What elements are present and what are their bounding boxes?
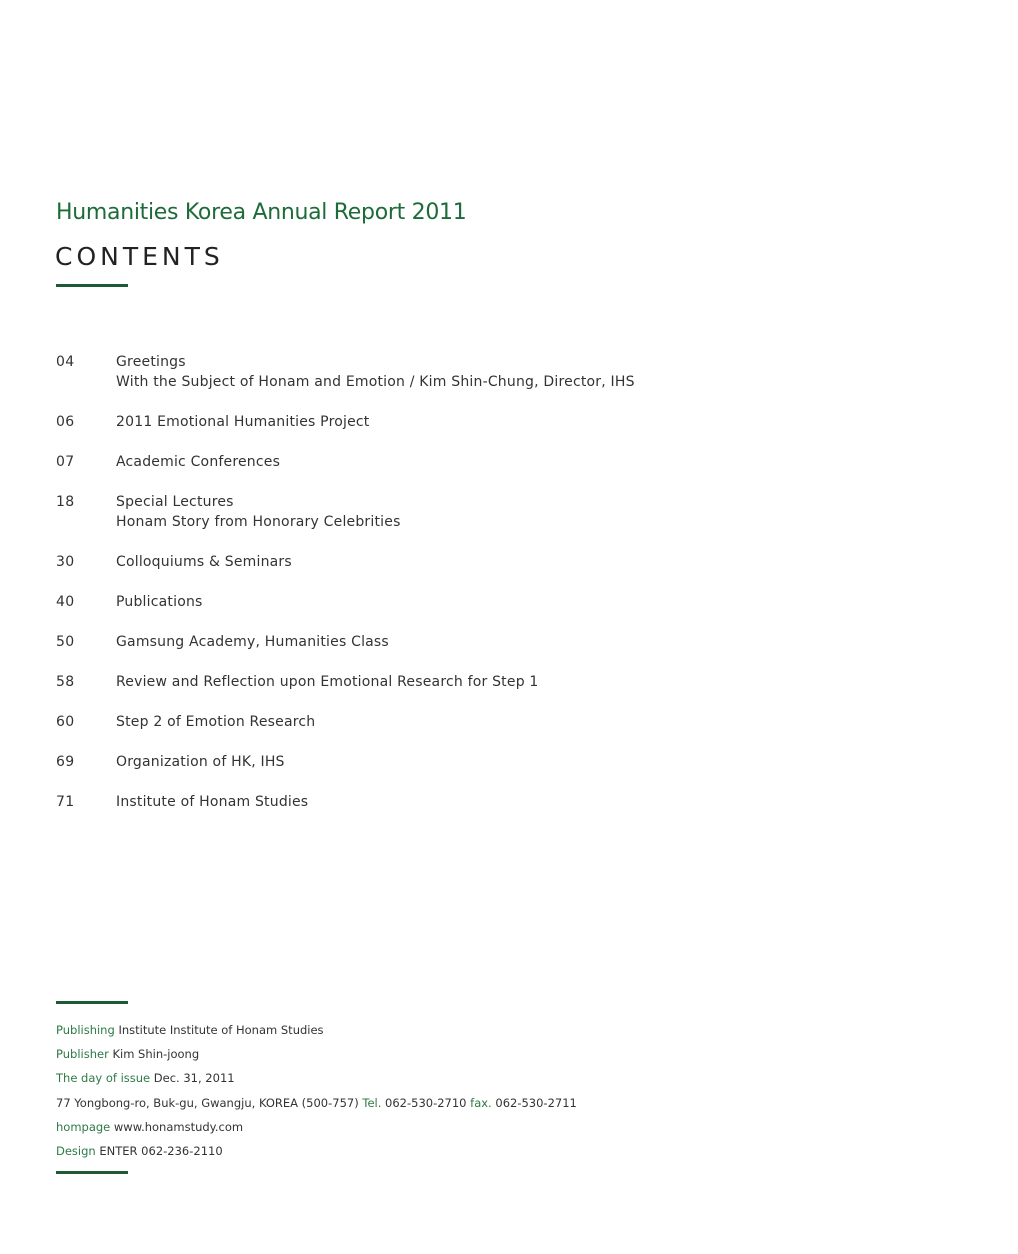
toc-page-number: 50 [56,634,75,650]
toc-title: Greetings [116,354,186,370]
colophon-homepage-line [56,1115,577,1139]
colophon-issue-date-line [56,1066,577,1090]
toc-page-number: 40 [56,594,75,610]
toc-page-number: 06 [56,414,75,430]
publishing-institute-value: Institute Institute of Honam Studies [118,1023,324,1037]
contents-heading: CONTENTS [55,242,224,271]
toc-page-number: 58 [56,674,75,690]
colophon-bottom-divider [56,1171,128,1174]
publisher-value: Kim Shin-joong [112,1047,200,1062]
toc-title: Organization of HK, IHS [116,754,285,770]
homepage-label: hompage [56,1119,111,1134]
colophon-publisher-line [56,1042,577,1066]
colophon [56,1018,577,1163]
toc-subtitle: With the Subject of Honam and Emotion / Kim Shin-Chung, Director, IHS [116,374,635,390]
colophon-publishing-line [56,1018,577,1042]
publishing-label: Publishing [56,1023,115,1037]
toc-page-number: 71 [56,794,75,810]
toc-title: Colloquiums & Seminars [116,554,292,570]
toc-page-number: 18 [56,494,75,510]
toc-subtitle: Honam Story from Honorary Celebrities [116,514,401,530]
toc-page-number: 07 [56,454,75,470]
toc-page-number: 30 [56,554,75,570]
design-label: Design [56,1144,96,1159]
tel-value: 062-530-2710 [385,1095,467,1110]
design-value: ENTER 062-236-2110 [99,1144,223,1159]
toc-title: Special Lectures [116,494,234,510]
publisher-label: Publisher [56,1047,109,1062]
fax-value: 062-530-2711 [495,1095,577,1110]
homepage-link[interactable]: www.honamstudy.com [113,1119,244,1134]
toc-title: Review and Reflection upon Emotional Research for Step 1 [116,674,539,690]
report-title: Humanities Korea Annual Report 2011 [56,200,467,225]
fax-label: fax. [470,1095,492,1110]
colophon-design-line [56,1139,577,1163]
toc-title: Gamsung Academy, Humanities Class [116,634,389,650]
tel-label: Tel. [362,1095,382,1110]
contents-divider [56,284,128,287]
toc-page-number: 04 [56,354,75,370]
toc-title: Publications [116,594,203,610]
colophon-address-line [56,1091,577,1115]
toc-page-number: 69 [56,754,75,770]
toc-title: Institute of Honam Studies [116,794,309,810]
toc-page-number: 60 [56,714,75,730]
address: 77 Yongbong-ro, Buk-gu, Gwangju, KOREA (500-757) [56,1095,359,1110]
toc-title: Academic Conferences [116,454,281,470]
colophon-top-divider [56,1001,128,1004]
toc-title: 2011 Emotional Humanities Project [116,414,370,430]
toc-title: Step 2 of Emotion Research [116,714,316,730]
issue-date-label: The day of issue [56,1071,151,1086]
issue-date-value: Dec. 31, 2011 [153,1071,235,1086]
